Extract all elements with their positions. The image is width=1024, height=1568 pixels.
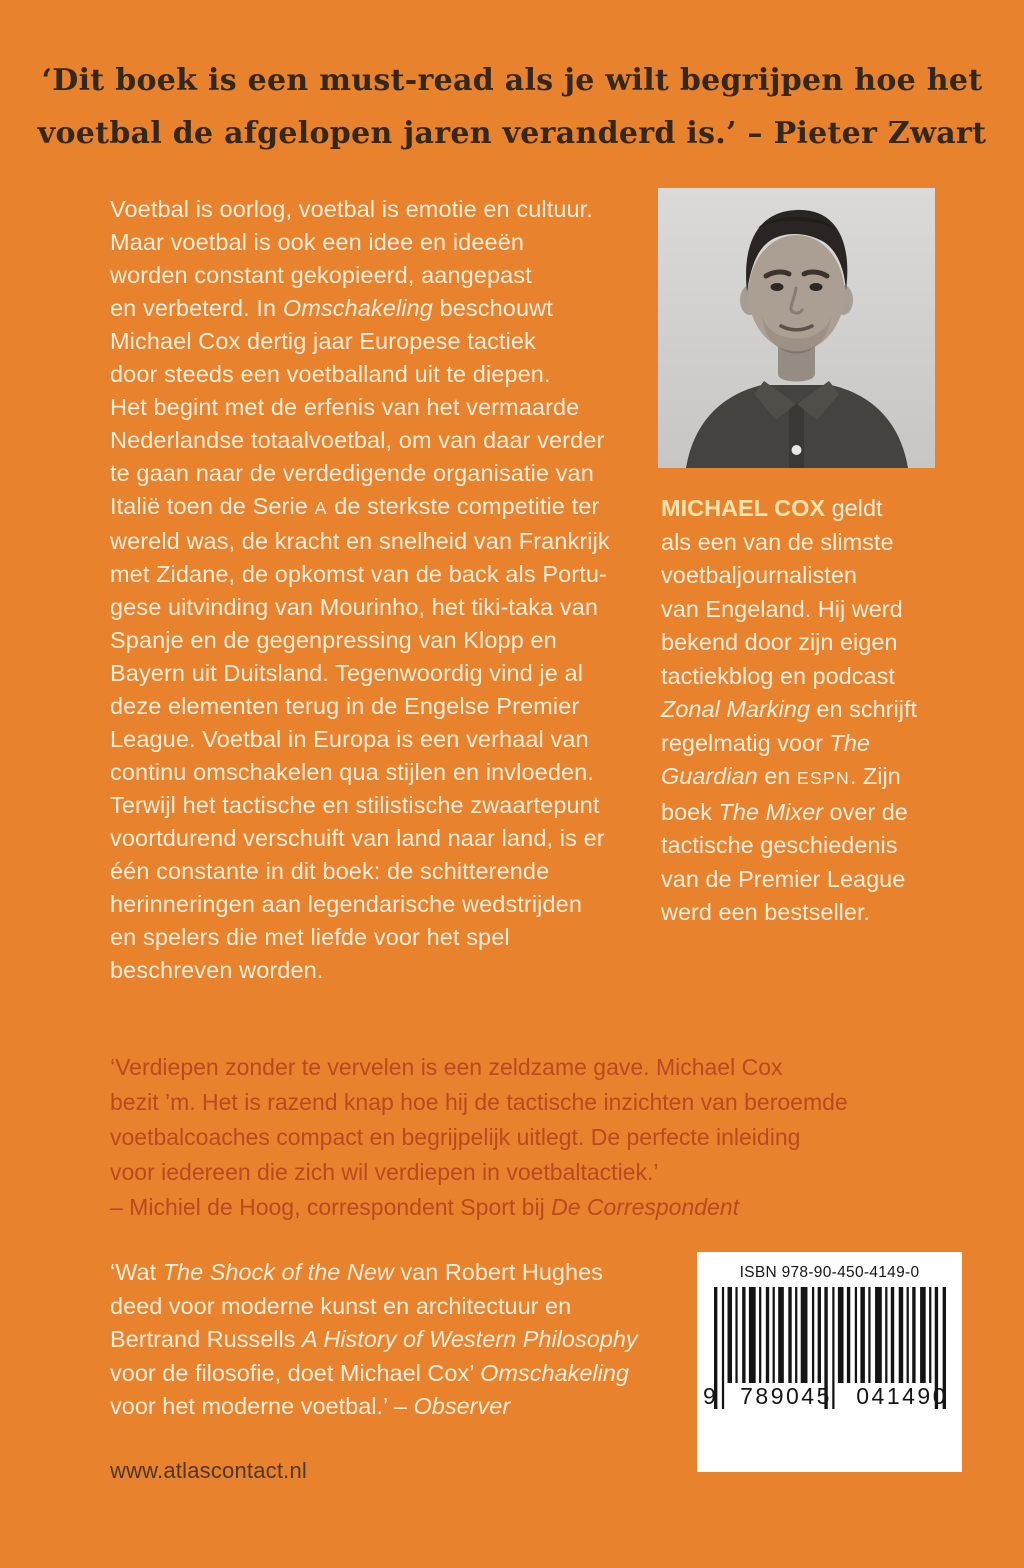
press-quote-bottom: ‘Wat The Shock of the New van Robert Hughes deed voor moderne kunst en architectuur en Bertrand Russells A History of Western Philosophy voor de filosofie, doet Michael Cox’ Omschakeling voor het moderne voetbal.’ – Observer [110,1259,638,1419]
isbn-label: ISBN 978-90-450-4149-0 [739,1264,920,1281]
barcode-panel [697,1252,962,1472]
book-blurb: Voetbal is oorlog, voetbal is emotie en cultuur. Maar voetbal is ook een idee en ideeën worden constant gekopieerd, aangepast en verbeterd. In Omschakeling beschouwt Michael Cox dertig jaar Europese tactiek door steeds een voetballand uit te diepen. Het begint met de erfenis van het vermaarde Nederlandse totaalvoetbal, om van daar verder te gaan naar de verdedigende organisatie van Italië toen de Serie A de sterkste competitie ter wereld was, de kracht en snelheid van Frankrijk met Zidane, de opkomst van de back als Portu- gese uitvinding van Mourinho, het tiki-taka van Spanje en de gegenpressing van Klopp en Bayern uit Duitsland. Tegenwoordig vind je al deze elementen terug in de Engelse Premier League. Voetbal in Europa is een verhaal van continu omschakelen qua stijlen en invloeden. Terwijl het tactische en stilistische zwaartepunt voortdurend verschuift van land naar land, is er één constante in dit boek: de schitterende herinneringen aan legendarische wedstrijden en spelers die met liefde voor het spel beschreven worden. [110,196,610,983]
barcode-digit-group: 789045 [740,1383,832,1409]
pull-quote-top: ‘Dit boek is een must-read als je wilt begrijpen hoe het voetbal de afgelopen jaren veranderd is.’ – Pieter Zwart [37,63,987,151]
press-quote-middle: ‘Verdiepen zonder te vervelen is een zeldzame gave. Michael Cox bezit ’m. Het is razend knap hoe hij de tactische inzichten van beroemde voetbalcoaches compact en begrijpelijk uitlegt. De perfecte inleiding voor iedereen die zich wil verdiepen in voetbaltactiek.’ – Michiel de Hoog, correspondent Sport bij De Correspondent [110,1054,848,1220]
author-bio: MICHAEL COX geldt als een van de slimste voetbaljournalisten van Engeland. Hij werd bekend door zijn eigen tactiekblog en podcast Zonal Marking en schrijft regelmatig voor The Guardian en ESPN. Zijn boek The Mixer over de tactische geschiedenis van de Premier League werd een bestseller. [661,495,917,925]
barcode-digits [703,1383,948,1410]
publisher-website: www.atlascontact.nl [110,1458,307,1483]
barcode-digit-group: 9 [703,1383,716,1409]
barcode-digit-group: 041490 [856,1383,948,1409]
author-photo [658,188,935,468]
